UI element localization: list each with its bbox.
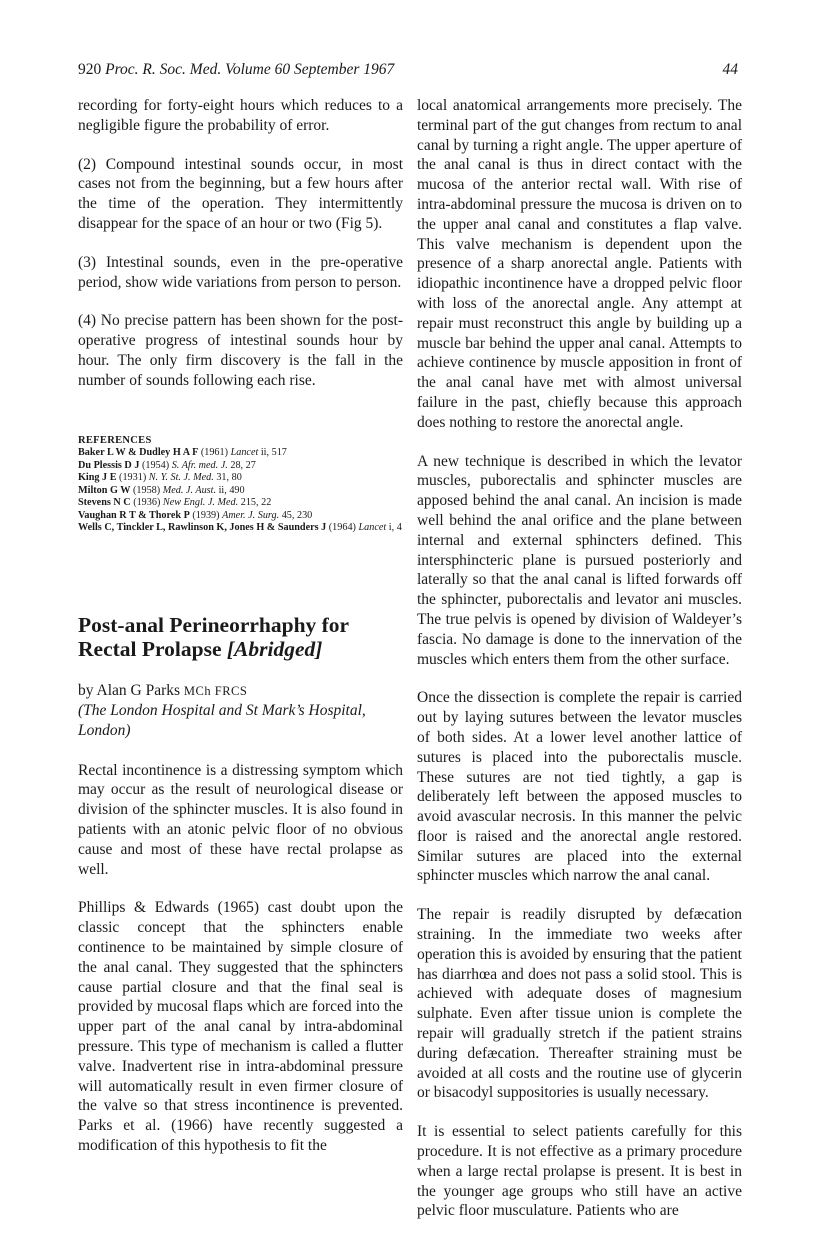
reference-item: Baker L W & Dudley H A F (1961) Lancet ii, 517 [78, 447, 287, 459]
continuation-paragraph: recording for forty-eight hours which reduces to a negligible figure the probability of error. [78, 97, 403, 134]
finding-point: (3) Intestinal sounds, even in the pre-operative period, show wide variations from person to person. [78, 253, 403, 291]
author-name: by Alan G Parks [78, 681, 181, 699]
article-number: 44 [722, 61, 738, 78]
right-column [417, 96, 742, 1240]
body-paragraph: The repair is readily disrupted by defæcation straining. In the immediate two weeks after operation this is avoided by ensuring that the patient has diarrhœa and does not pass a solid stool. This is achieved with adequate doses of magnesium sulphate. Even after tissue union is complete the repair will gradually stretch if the patient strains during defæcation. Thereafter straining must be avoided at all costs and the routine use of glycerin or bisacodyl suppositories is usually necessary. [417, 906, 742, 1102]
reference-item: Milton G W (1958) Med. J. Aust. ii, 490 [78, 484, 245, 496]
references-heading: REFERENCES [78, 434, 152, 446]
article-title: Post-anal Perineorrhaphy for Rectal Prolapse [Abridged] [78, 612, 349, 661]
journal-citation: Proc. R. Soc. Med. Volume 60 September 1967 [105, 61, 395, 78]
reference-item: Wells C, Tinckler L, Rawlinson K, Jones H & Saunders J (1964) Lancet i, 4 [78, 522, 402, 534]
running-header [78, 61, 738, 85]
body-paragraph: Phillips & Edwards (1965) cast doubt upon the classic concept that the sphincters enable continence to be maintained by simple closure of the anal canal. They suggested that the sphincters cause partial closure and that the final seal is provided by mucosal flaps which are forced into the upper part of the anal canal by intra-abdominal pressure. This type of mechanism is called a flutter valve. Inadvertent rise in intra-abdominal pressure will automatically result in even firmer closure of the valve so that stress incontinence is prevented. Parks et al. (1966) have recently suggested a modification of this hypothesis to fit the [78, 899, 403, 1154]
body-paragraph: A new technique is described in which the levator muscles, puborectalis and sphincter muscles are apposed behind the anal canal. An incision is made well behind the anal orifice and the plane between internal and external sphincters defined. This intersphincteric plane is pursued posteriorly and laterally so that the anal canal is lifted forwards off the sphincter, puborectalis and levator ani muscles. The true pelvis is opened by division of Waldeyer’s fascia. No damage is done to the innervation of the muscles which enters them from the other surface. [417, 452, 742, 668]
reference-item: Du Plessis D J (1954) S. Afr. med. J. 28, 27 [78, 459, 256, 471]
header-left [78, 61, 394, 79]
reference-item: Stevens N C (1936) New Engl. J. Med. 215, 22 [78, 497, 272, 509]
author-institution: (The London Hospital and St Mark’s Hospital, London) [78, 701, 366, 739]
left-column [78, 96, 403, 1175]
body-paragraph: Once the dissection is complete the repair is carried out by laying sutures between the levator muscles of both sides. At a lower level another lattice of sutures is placed into the puborectalis muscle. These sutures are not tied tightly, a gap is deliberately left between the apposed muscles to avoid avascular necrosis. In this manner the pelvic floor is raised and the anorectal angle restored. Similar sutures are placed into the external sphincter muscles which narrow the anal canal. [417, 689, 742, 885]
author-degrees: MCh FRCS [183, 683, 248, 698]
finding-point: (2) Compound intestinal sounds occur, in most cases not from the beginning, but a few hours after the time of the operation. They intermittently disappear for the space of an hour or two (Fig 5). [78, 155, 403, 232]
page-number: 920 [78, 61, 102, 78]
body-paragraph: It is essential to select patients carefully for this procedure. It is not effective as a primary procedure when a large rectal prolapse is present. It is best in the younger age groups who still have an active pelvic floor musculature. Patients who are [417, 1123, 742, 1220]
references-section [78, 435, 403, 535]
reference-item: Vaughan R T & Thorek P (1939) Amer. J. Surg. 45, 230 [78, 509, 313, 521]
body-paragraph: Rectal incontinence is a distressing symptom which may occur as the result of neurological disease or division of the sphincter muscles. It is also found in patients with an atonic pelvic floor of no obvious cause and most of these have rectal prolapse as well. [78, 761, 403, 878]
byline [78, 681, 403, 741]
reference-item: King J E (1931) N. Y. St. J. Med. 31, 80 [78, 472, 242, 484]
body-paragraph: local anatomical arrangements more precisely. The terminal part of the gut changes from rectum to anal canal by turning a right angle. The upper aperture of the anal canal is thus in direct contact with the mucosa of the anterior rectal wall. With rise of intra-abdominal pressure the mucosa is driven on to the upper anal canal and constitutes a flap valve. This valve mechanism is dependent upon the presence of a sharp anorectal angle. Patients with idiopathic incontinence have a dropped pelvic floor with loss of the anorectal angle. Any attempt at repair must reconstruct this angle by building up a muscle bar behind the upper anal canal. Attempts to achieve continence by muscle apposition in front of the anal canal have met with almost universal failure in the past, chiefly because this approach does nothing to restore the anorectal angle. [417, 97, 742, 431]
abridged-tag: [Abridged] [226, 636, 323, 661]
finding-point: (4) No precise pattern has been shown for the post-operative progress of intestinal sounds hour by hour. The only firm discovery is the fall in the number of sounds following each rise. [78, 312, 403, 389]
